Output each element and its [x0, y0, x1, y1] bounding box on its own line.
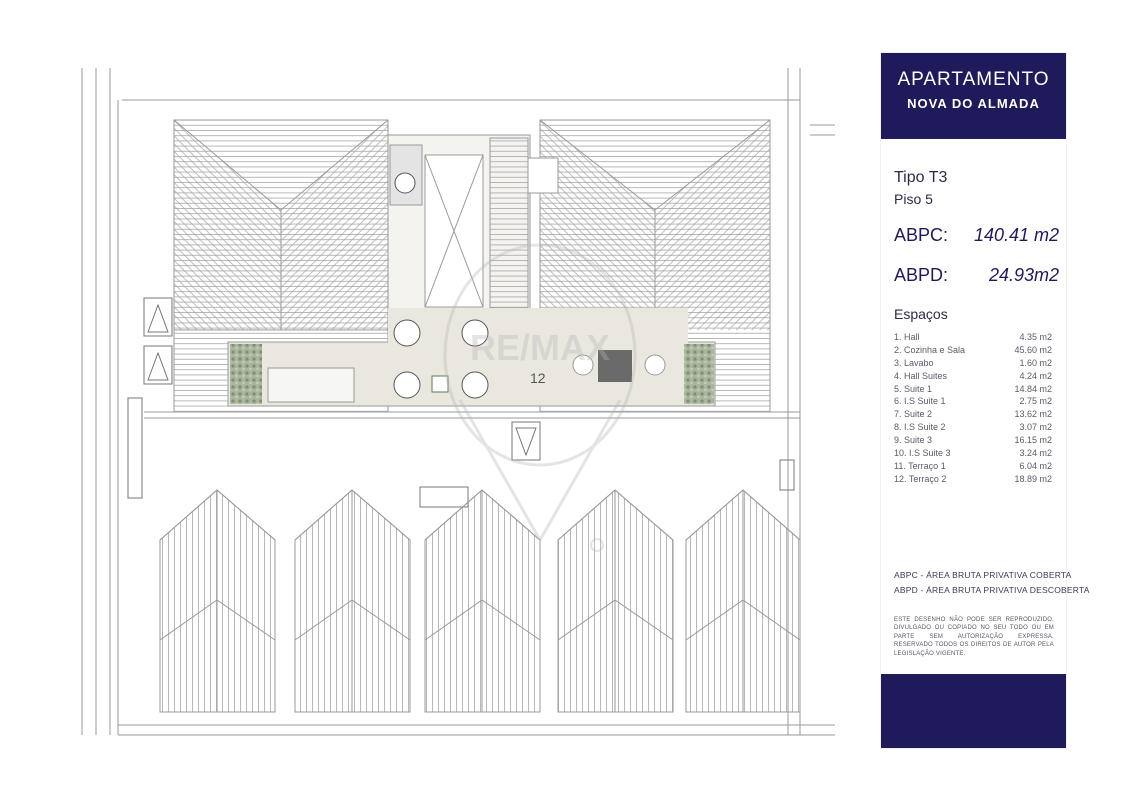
space-name: 9. Suite 3: [894, 435, 933, 446]
space-area: 1.60 m2: [1019, 357, 1052, 368]
disclaimer-text: ESTE DESENHO NÃO PODE SER REPRODUZIDO, DIVULGADO OU COPIADO NO SEU TODO OU EM PARTE SEM AUTORIZAÇÃO EXPRESSA. RESERVADO TODOS OS DIREITOS DE AUTOR PELA LEGISLAÇÃO VIGENTE.: [894, 617, 1054, 657]
space-area: 4.35 m2: [1019, 332, 1052, 342]
space-area: 14.84 m2: [1014, 383, 1052, 394]
space-area: 18.89 m2: [1014, 473, 1052, 484]
space-area: 6.04 m2: [1019, 460, 1052, 471]
space-area: 2.75 m2: [1019, 396, 1052, 407]
list-item: [894, 474, 1052, 487]
info-panel: [881, 53, 1090, 748]
space-name: 5. Suite 1: [894, 383, 933, 394]
list-item: [894, 358, 1052, 371]
space-name: 12. Terraço 2: [894, 473, 947, 484]
space-area: 4.24 m2: [1019, 370, 1052, 381]
footer-band: [881, 674, 1066, 748]
list-item: [894, 448, 1052, 461]
space-name: 7. Suite 2: [894, 409, 933, 420]
space-area: 3.07 m2: [1019, 422, 1052, 433]
space-name: 6. I.S Suite 1: [894, 396, 946, 407]
space-name: 4. Hall Suites: [894, 370, 948, 381]
space-area: 3.24 m2: [1019, 448, 1052, 459]
list-item: [894, 345, 1052, 358]
space-name: 11. Terraço 1: [894, 460, 946, 471]
space-name: 2. Cozinha e Sala: [894, 344, 966, 355]
watermark-text: RE/MAX: [469, 327, 611, 368]
legend-abpc: ABPC - ÁREA BRUTA PRIVATIVA COBERTA: [894, 570, 1072, 580]
project-header: [881, 53, 1066, 139]
space-area: 16.15 m2: [1014, 435, 1052, 446]
list-item: [894, 384, 1052, 397]
stair-core: [388, 135, 558, 310]
space-name: 3. Lavabo: [894, 357, 934, 368]
list-item: [894, 461, 1052, 474]
unit-floor: Piso 5: [894, 191, 933, 207]
project-title-line2: NOVA DO ALMADA: [907, 96, 1040, 111]
space-area: 13.62 m2: [1014, 409, 1052, 420]
list-item: [894, 332, 1052, 345]
roof-gables-bottom: [160, 490, 800, 712]
legend-abpd: ABPD - ÁREA BRUTA PRIVATIVA DESCOBERTA: [894, 585, 1090, 595]
list-item: [894, 409, 1052, 422]
room-number-12: 12: [530, 370, 546, 386]
abpc-label: ABPC:: [894, 225, 949, 245]
list-item: [894, 371, 1052, 384]
space-area: 45.60 m2: [1014, 344, 1052, 355]
project-title-line1: APARTAMENTO: [897, 69, 1050, 90]
abpd-value: 24.93m2: [988, 265, 1059, 285]
list-item: [894, 422, 1052, 435]
list-item: [894, 396, 1052, 409]
abpc-value: 140.41 m2: [973, 225, 1059, 245]
space-name: 8. I.S Suite 2: [894, 422, 946, 433]
unit-type: Tipo T3: [894, 169, 948, 186]
abpd-label: ABPD:: [894, 265, 949, 285]
list-item: [894, 435, 1052, 448]
space-name: 10. I.S Suite 3: [894, 448, 951, 459]
space-name: 1. Hall: [894, 332, 920, 342]
spaces-list: [894, 332, 1052, 487]
spaces-heading: Espaços: [894, 306, 948, 322]
